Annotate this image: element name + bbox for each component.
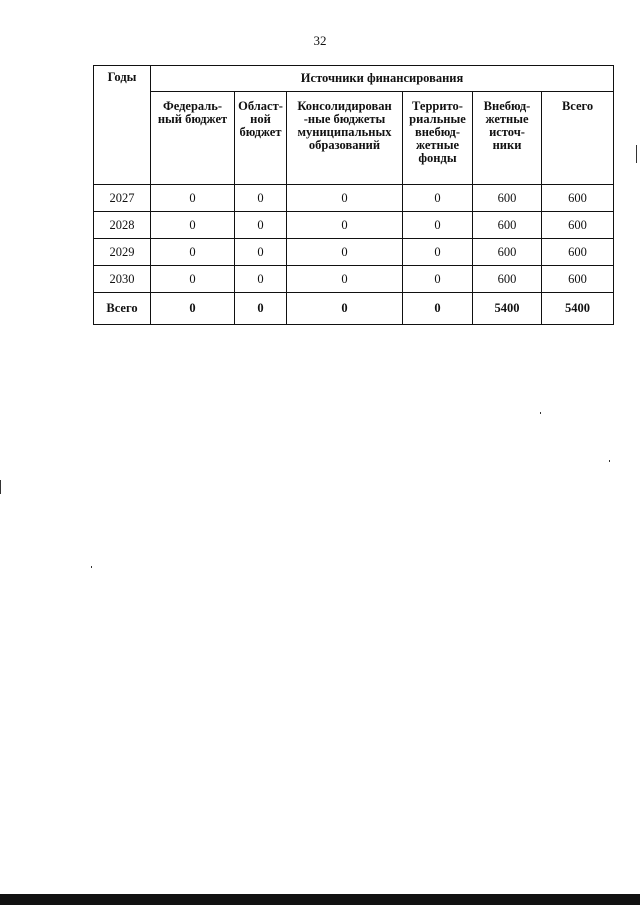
column-header-extrabudgetary: Внебюд- жетные источ- ники xyxy=(473,92,542,185)
table-row xyxy=(94,239,614,266)
cell-territorial-funds: 0 xyxy=(403,239,473,266)
cell-total: 600 xyxy=(542,185,614,212)
scan-edge-mark xyxy=(0,480,1,494)
cell-municipal: 0 xyxy=(287,212,403,239)
cell-federal: 0 xyxy=(151,185,235,212)
cell-municipal: 0 xyxy=(287,266,403,293)
year-cell: 2028 xyxy=(94,212,151,239)
column-header-federal: Федераль- ный бюджет xyxy=(151,92,235,185)
table-row xyxy=(94,212,614,239)
cell-federal: 0 xyxy=(151,239,235,266)
year-cell: 2030 xyxy=(94,266,151,293)
year-cell: 2029 xyxy=(94,239,151,266)
cell-federal: 0 xyxy=(151,266,235,293)
column-header-territorial-funds: Террито- риальные внебюд- жетные фонды xyxy=(403,92,473,185)
cell-extrabudgetary: 600 xyxy=(473,212,542,239)
page-number: 32 xyxy=(313,33,327,48)
cell-regional: 0 xyxy=(235,266,287,293)
years-header: Годы xyxy=(94,66,151,185)
sources-header: Источники финансирования xyxy=(151,66,614,92)
cell-total: 5400 xyxy=(542,293,614,325)
cell-total: 600 xyxy=(542,266,614,293)
cell-municipal: 0 xyxy=(287,239,403,266)
header-row-2 xyxy=(94,92,614,185)
table-row xyxy=(94,266,614,293)
column-header-municipal: Консолидирован -ные бюджеты муниципальных образований xyxy=(287,92,403,185)
column-header-total: Всего xyxy=(542,92,614,185)
cell-territorial-funds: 0 xyxy=(403,266,473,293)
cell-total: 600 xyxy=(542,212,614,239)
scan-bottom-border xyxy=(0,894,640,905)
scan-edge-mark xyxy=(636,145,637,163)
cell-municipal: 0 xyxy=(287,185,403,212)
cell-territorial-funds: 0 xyxy=(403,212,473,239)
cell-federal: 0 xyxy=(151,212,235,239)
cell-territorial-funds: 0 xyxy=(403,293,473,325)
header-row-1 xyxy=(94,66,614,92)
total-label: Всего xyxy=(94,293,151,325)
cell-extrabudgetary: 600 xyxy=(473,266,542,293)
total-row xyxy=(94,293,614,325)
cell-federal: 0 xyxy=(151,293,235,325)
cell-extrabudgetary: 5400 xyxy=(473,293,542,325)
scan-speck xyxy=(609,460,610,462)
cell-regional: 0 xyxy=(235,239,287,266)
cell-regional: 0 xyxy=(235,293,287,325)
cell-extrabudgetary: 600 xyxy=(473,185,542,212)
cell-regional: 0 xyxy=(235,212,287,239)
cell-territorial-funds: 0 xyxy=(403,185,473,212)
financing-table xyxy=(93,65,614,325)
table-row xyxy=(94,185,614,212)
scan-speck xyxy=(540,412,541,414)
column-header-regional: Област- ной бюджет xyxy=(235,92,287,185)
cell-municipal: 0 xyxy=(287,293,403,325)
scan-speck xyxy=(91,566,92,568)
cell-regional: 0 xyxy=(235,185,287,212)
year-cell: 2027 xyxy=(94,185,151,212)
cell-total: 600 xyxy=(542,239,614,266)
cell-extrabudgetary: 600 xyxy=(473,239,542,266)
